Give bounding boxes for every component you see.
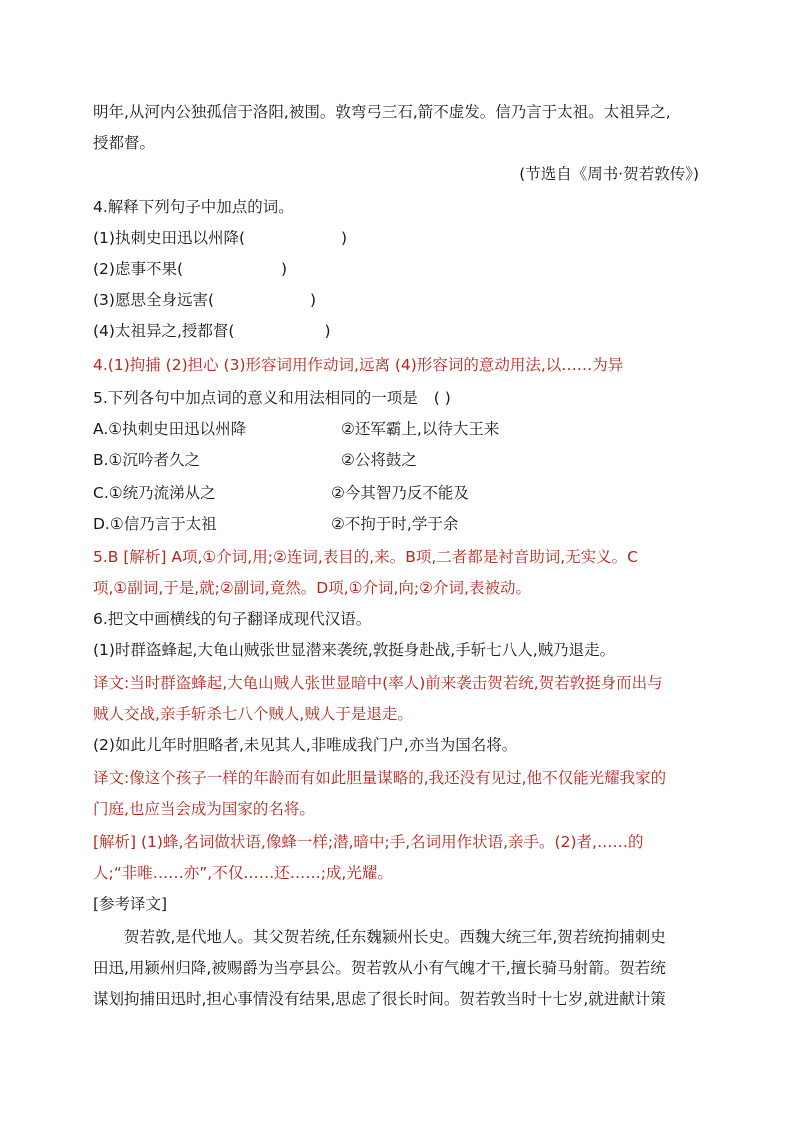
q6-translation-2-line-1: 译文:像这个孩子一样的年龄而有如此胆量谋略的,我还没有见过,他不仅能光耀我家的: [93, 769, 667, 787]
q4-answer: 4.(1)拘捕 (2)担心 (3)形容词用作动词,远离 (4)形容词的意动用法,以……为异: [93, 356, 624, 374]
q4-item-4: (4)太祖异之,授都督( ): [93, 322, 331, 340]
q4-item-1: (1)执刺史田迅以州降( ): [93, 229, 348, 247]
q4-stem: 4.解释下列句子中加点的词。: [93, 198, 294, 216]
reference-heading: [参考译文]: [93, 895, 168, 913]
q5-answer-line-2: 项,①副词,于是,就;②副词,竟然。D项,①介词,向;②介词,表被动。: [93, 579, 531, 597]
reference-line-3: 谋划拘捕田迅时,担心事情没有结果,思虑了很长时间。贺若敦当时十七岁,就进献计策: [93, 990, 666, 1008]
q6-translation-1-line-2: 贼人交战,亲手斩杀七八个贼人,贼人于是退走。: [93, 705, 413, 723]
q4-item-3: (3)愿思全身远害( ): [93, 291, 317, 309]
reference-line-2: 田迅,用颍州归降,被赐爵为当亭县公。贺若敦从小有气魄才干,擅长骑马射箭。贺若统: [93, 959, 666, 977]
q6-sentence-1: (1)时群盗蜂起,大龟山贼张世显潜来袭统,敦挺身赴战,手斩七八人,贼乃退走。: [93, 641, 616, 659]
q5-option-d: D.①信乃言于太祖 ②不拘于时,学于余: [93, 515, 459, 533]
q5-option-c: C.①统乃流涕从之 ②今其智乃反不能及: [93, 484, 469, 502]
q6-analysis-line-2: 人;“非唯……亦”,不仅……还……;成,光耀。: [93, 864, 393, 882]
q5-stem: 5.下列各句中加点词的意义和用法相同的一项是 ( ): [93, 389, 451, 407]
reference-line-1: 贺若敦,是代地人。其父贺若统,任东魏颍州长史。西魏大统三年,贺若统拘捕刺史: [124, 928, 666, 946]
q4-item-2: (2)虑事不果( ): [93, 260, 288, 278]
q6-translation-1-line-1: 译文:当时群盗蜂起,大龟山贼人张世显暗中(率人)前来袭击贺若统,贺若敦挺身而出与: [93, 674, 663, 692]
q5-option-b: B.①沉吟者久之 ②公将鼓之: [93, 451, 417, 469]
passage-line-2: 授都督。: [93, 134, 156, 152]
q5-option-a: A.①执刺史田迅以州降 ②还军霸上,以待大王来: [93, 420, 500, 438]
passage-line-1: 明年,从河内公独孤信于洛阳,被围。敦弯弓三石,箭不虚发。信乃言于太祖。太祖异之,: [93, 103, 671, 121]
passage-source: (节选自《周书·贺若敦传》): [519, 165, 699, 183]
q6-analysis-line-1: [解析] (1)蜂,名词做状语,像蜂一样;潜,暗中;手,名词用作状语,亲手。(2)者,……的: [93, 833, 644, 851]
q6-translation-2-line-2: 门庭,也应当会成为国家的名将。: [93, 800, 315, 818]
q6-stem: 6.把文中画横线的句子翻译成现代汉语。: [93, 610, 372, 628]
q5-answer-line-1: 5.B [解析] A项,①介词,用;②连词,表目的,来。B项,二者都是衬音助词,无实义。C: [93, 548, 639, 566]
q5-answer-paren: ( ): [433, 389, 451, 407]
q6-sentence-2: (2)如此儿年时胆略者,未见其人,非唯成我门户,亦当为国名将。: [93, 736, 518, 754]
